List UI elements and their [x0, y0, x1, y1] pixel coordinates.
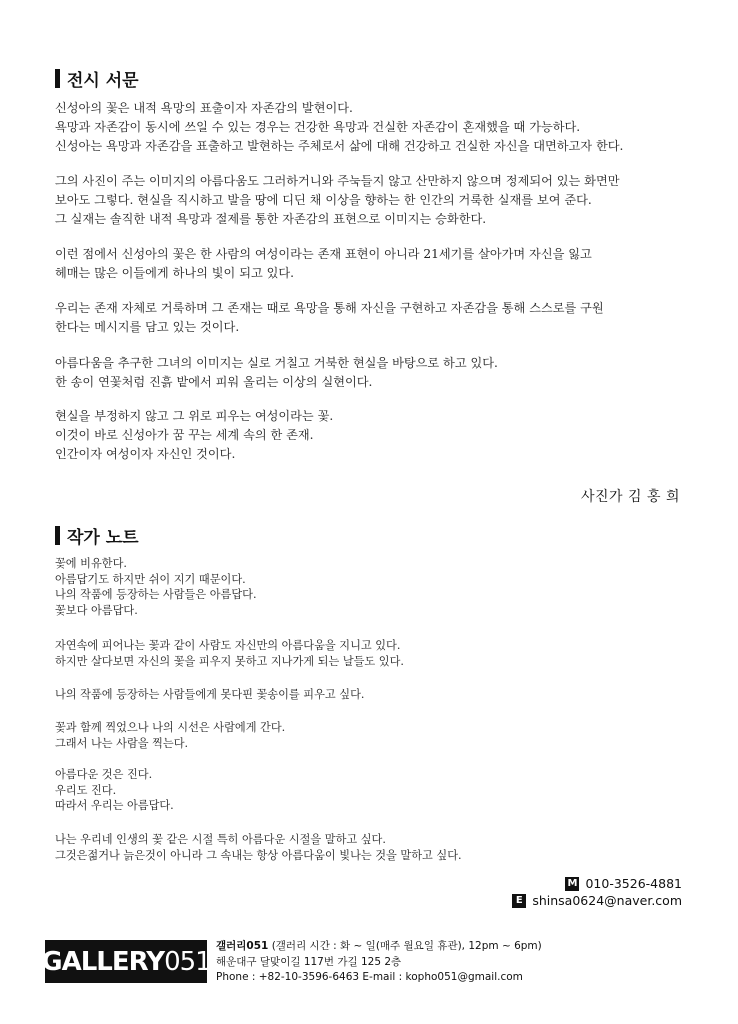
text-line: 그의 사진이 주는 이미지의 아름다움도 그러하거니와 주눅들지 않고 산만하지 않으며 정제되어 있는 화면만 — [55, 174, 620, 188]
text-line: 보아도 그렇다. 현실을 직시하고 발을 땅에 디딘 채 이상을 향하는 한 인간의 거룩한 실재를 보여 준다. — [55, 193, 592, 207]
preface-paragraph — [55, 99, 695, 156]
note-paragraph — [55, 638, 695, 669]
text-line: 그 실재는 솔직한 내적 욕망과 절제를 통한 자존감의 표현으로 이미지는 승화한다. — [55, 212, 487, 226]
text-line: 꽃보다 아름답다. — [55, 603, 138, 617]
text-line: 아름답기도 하지만 쉬이 지기 때문이다. — [55, 572, 246, 586]
gallery-hours: (갤러리 시간 : 화 ~ 일(매주 월요일 휴관), 12pm ~ 6pm) — [268, 940, 542, 952]
heading-bar — [55, 69, 60, 88]
preface-paragraph — [55, 299, 695, 337]
text-line: 우리도 진다. — [55, 783, 117, 797]
text-line: 이런 점에서 신성아의 꽃은 한 사람의 여성이라는 존재 표현이 아니라 21세기를 살아가며 자신을 잃고 — [55, 247, 592, 261]
text-line: 아름다운 것은 진다. — [55, 768, 153, 781]
gallery-name: 갤러리051 — [216, 940, 269, 952]
text-line: 따라서 우리는 아름답다. — [55, 799, 174, 812]
heading-bar — [55, 526, 60, 545]
email-address: shinsa0624@naver.com — [532, 893, 682, 908]
text-line: 현실을 부정하지 않고 그 위로 피우는 여성이라는 꽃. — [55, 409, 334, 423]
note-paragraph — [55, 832, 695, 863]
text-line: 나의 작품에 등장하는 사람들에게 못다핀 꽃송이를 피우고 싶다. — [55, 688, 365, 701]
logo-text: GALLERY — [41, 946, 165, 977]
gallery-info — [216, 939, 542, 986]
gallery-address: 해운대구 달맞이길 117번 가길 125 2층 — [216, 955, 402, 968]
mobile-icon: M — [565, 877, 579, 891]
text-line: 나는 우리네 인생의 꽃 같은 시절 특히 아름다운 시절을 말하고 싶다. — [55, 833, 386, 846]
gallery-logo — [41, 940, 211, 983]
section-heading-artist-note — [55, 523, 139, 548]
text-line: 그래서 나는 사람을 찍는다. — [55, 736, 189, 750]
text-line: 욕망과 자존감이 동시에 쓰일 수 있는 경우는 건강한 욕망과 건실한 자존감이 혼재했을 때 가능하다. — [55, 120, 581, 134]
text-line: 꽃에 비유한다. — [55, 557, 127, 570]
text-line: 그것은젊거나 늙은것이 아니라 그 속내는 항상 아름다움이 빛나는 것을 말하고 싶다. — [55, 848, 462, 862]
email-icon: E — [512, 894, 526, 908]
text-line: 신성아의 꽃은 내적 욕망의 표출이자 자존감의 발현이다. — [55, 101, 353, 115]
text-line: 한 송이 연꽃처럼 진흙 밭에서 피워 올리는 이상의 실현이다. — [55, 375, 373, 389]
logo-number: 051 — [164, 946, 211, 977]
section-title: 작가 노트 — [67, 528, 139, 548]
photographer-signature: 사진가 김 홍 희 — [581, 489, 680, 505]
section-title: 전시 서문 — [67, 71, 139, 91]
text-line: 아름다움을 추구한 그녀의 이미지는 실로 거칠고 거북한 현실을 바탕으로 하고 있다. — [55, 356, 498, 370]
gallery-contact: Phone : +82-10-3596-6463 E-mail : kopho051@gmail.com — [216, 971, 523, 983]
text-line: 인간이자 여성이자 자신인 것이다. — [55, 447, 236, 461]
text-line: 이것이 바로 신성아가 꿈 꾸는 세계 속의 한 존재. — [55, 428, 314, 442]
gallery-hours-line — [216, 939, 542, 955]
note-paragraph — [55, 720, 695, 751]
note-paragraph — [55, 556, 695, 618]
section-heading-exhibition-preface — [55, 66, 139, 91]
text-line: 하지만 살다보면 자신의 꽃을 피우지 못하고 지나가게 되는 날들도 있다. — [55, 654, 404, 668]
preface-paragraph — [55, 245, 695, 283]
text-line: 자연속에 피어나는 꽃과 같이 사람도 자신만의 아름다움을 지니고 있다. — [55, 639, 401, 652]
preface-paragraph — [55, 407, 695, 464]
text-line: 꽃과 함께 찍었으나 나의 시선은 사람에게 간다. — [55, 721, 286, 734]
text-line: 한다는 메시지를 담고 있는 것이다. — [55, 320, 240, 334]
text-line: 신성아는 욕망과 자존감을 표출하고 발현하는 주체로서 삶에 대해 건강하고 건실한 자신을 대면하고자 한다. — [55, 139, 624, 153]
preface-paragraph — [55, 354, 695, 392]
note-paragraph — [55, 767, 695, 814]
preface-paragraph — [55, 172, 695, 229]
phone-number: 010-3526-4881 — [585, 876, 682, 891]
text-line: 헤매는 많은 이들에게 하나의 빛이 되고 있다. — [55, 266, 295, 280]
note-paragraph — [55, 687, 695, 703]
text-line: 나의 작품에 등장하는 사람들은 아름답다. — [55, 588, 257, 601]
contact-phone — [565, 876, 682, 891]
contact-email — [512, 893, 682, 908]
text-line: 우리는 존재 자체로 거룩하며 그 존재는 때로 욕망을 통해 자신을 구현하고 자존감을 통해 스스로를 구원 — [55, 301, 604, 315]
